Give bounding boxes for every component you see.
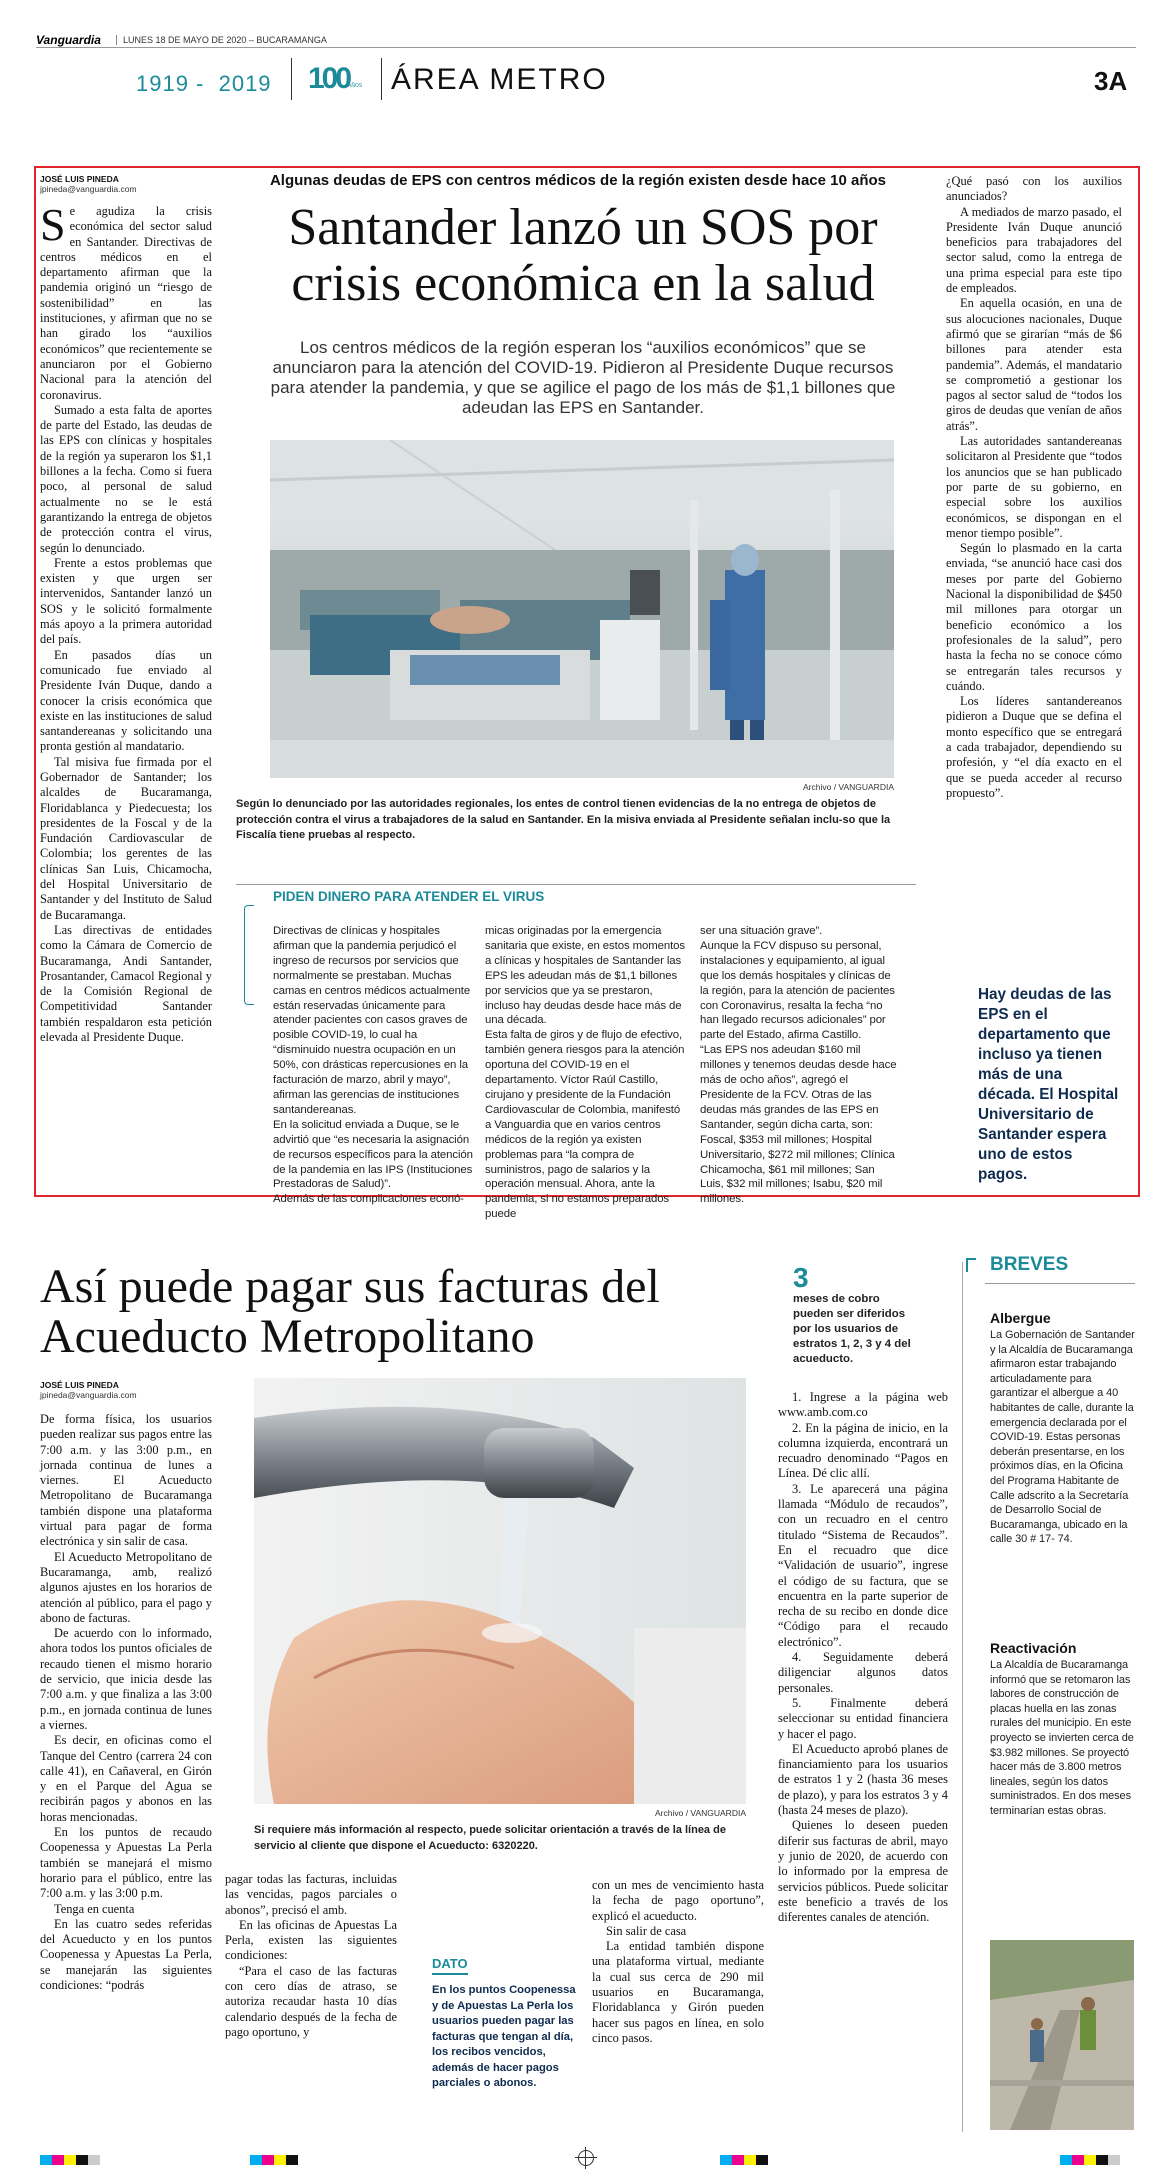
breves-title: BREVES xyxy=(990,1254,1069,1275)
sub-column-1: Directivas de clínicas y hospitales afirman que la pandemia perjudicó el ingreso de recursos por servicios que normalmente se prestaban. Muchas camas en centros médicos actualmente están reservadas únicamente para atender pacientes con casos graves de posible COVID-19, lo cual ha “disminuido nuestra ocupación en un 50%, con drásticas repercusiones en la facturación de marzo, abril y mayo”, afirman las gerencias de instituciones santandereanas. En la solicitud enviada a Duque, se le advirtió que “es necesaria la asignación de recursos específicos para la atención de la pandemia en las IPS (Instituciones Prestadoras de Salud)”. Además de las complicaciones econó- xyxy=(273,925,473,1206)
color-bar xyxy=(250,2155,298,2165)
step: 3. Le aparecerá una página llamada “Módulo de recaudos”, con un recuadro en el centro titulado “Sistema de Recaudos”. En el recuadro que dice “Validación de usuario”, ingrese el código de su factura, que se encuentra en la parte superior de recha de su recibo en donde dice “Código para el recaudo electrónico”. xyxy=(778,1481,948,1649)
paragraph: A mediados de marzo pasado, el Presidente Iván Duque anunció beneficios para trabajadores del sector salud, como la entrega de una prima especial para este tipo de empleados. xyxy=(946,204,1122,296)
breve-text: La Gobernación de Santander y la Alcaldía de Bucaramanga afirmaron estar trabajando articuladamente para garantizar el albergue a 40 habitantes de calle, durante la emergencia declarada por el COVID-19. Estas personas deberán presentarse, en los próximos días, en la Oficina del Programa Habitante de Calle adscrito a la Secretaría de Desarrollo Social de Bucaramanga, ubicado en la calle 30 # 17- 74. xyxy=(990,1329,1135,1546)
paragraph: Las autoridades santandereanas solicitaron al Presidente que “todos los anuncios que se han publicado por parte de su gobierno, en especial sobre los auxilios económicos, se dispongan en el menor tiempo posible”. xyxy=(946,434,1122,540)
paragraph: El Acueducto Metropolitano de Bucaramanga, amb, realizó algunos ajustes en los horarios de atención al público, para el pago y abono de facturas. xyxy=(40,1549,212,1625)
paragraph: El Acueducto aprobó planes de financiamiento para los usuarios de estratos 1 y 2 (hasta 36 meses de plazo), y para los estratos 3 y 4 (hasta 24 meses de plazo). xyxy=(778,1741,948,1818)
paragraph: De acuerdo con lo informado, ahora todos los puntos oficiales de recaudo tienen el mismo horario de servicio, que inicia desde las 7:00 a.m. y que finaliza a las 3:00 p.m., en jornada continua de lunes a viernes. xyxy=(40,1626,212,1732)
paragraph: Tal misiva fue firmada por el Gobernador de Santander; los alcaldes de Bucaramanga, Floridablanca y Piedecuesta; los presidentes de la Foscal y de la Fundación Cardiovascular de Colombia; los gerentes de las clínicas San Luis, Chicamocha, del Hospital Universitario de Santander y del Instituto de Salud de Bucaramanga. xyxy=(40,754,212,922)
pullquote: Hay deudas de las EPS en el departamento que incluso ya tienen más de una década. El Hospital Universitario de Santander espera uno de estos pagos. xyxy=(978,986,1119,1183)
paragraph: Es decir, en oficinas como el Tanque del Centro (carrera 24 con calle 41), en Cañaveral, en Girón y en el Parque del Agua se recibirán pagos y abonos en las horas mencionadas. xyxy=(40,1733,212,1824)
article2-mid2-column xyxy=(592,1878,764,2046)
breves-bracket-icon xyxy=(966,1258,976,1272)
masthead xyxy=(36,33,1136,106)
breve-title: Reactivación xyxy=(990,1640,1077,1656)
step: 2. En la página de inicio, en la columna izquierda, encontrará un recuadro denominado “Pagos en Línea. Dé clic allí. xyxy=(778,1420,948,1481)
sub-column-2: micas originadas por la emergencia sanitaria que existe, en estos momentos a clínicas y hospitales de Santander las EPS les adeudan más de $1,1 billones por servicios que ya se prestaron, incluso hay deudas desde hace más de una década. Esta falta de giros y de flujo de efectivo, también genera riesgos para la atención oportuna del COVID-19 en el departamento. Víctor Raúl Castillo, cirujano y presidente de la Fundación Cardiovascular de Colombia, manifestó a Vanguardia que en varios centros médicos de la región ya existen problemas para “la compra de suministros, pago de salarios y la operación mensual. Ahora, ante la pandemia, si no estamos preparados puede xyxy=(485,925,685,1221)
paragraph: De forma física, los usuarios pueden realizar sus pagos entre las 7:00 a.m. y las 3:00 p.m., en jornada continua de lunes a viernes. El Acueducto Metropolitano de Bucaramanga también dispone una plataforma virtual para pagar de forma electrónica y sin salir de casa. xyxy=(40,1412,212,1549)
anniversary-years: 1919 - 2019 xyxy=(136,71,272,96)
paragraph: En las cuatro sedes referidas del Acueducto y en los puntos Coopenessa y Apuestas La Perla, se manejarán las siguientes condiciones: “podrás xyxy=(40,1916,212,1992)
article2-mid-column xyxy=(225,1872,397,2040)
color-bar xyxy=(40,2155,100,2165)
paragraph: Sumado a esta falta de aportes de parte del Estado, las deudas de las EPS con clínicas y hospitales de la región ya superaron los $1,1 billones a la fecha. Como si fuera poco, al personal de salud actualmente no se le está garantizando la entrega de objetos de protección contra el virus, según lo denunciado. xyxy=(40,402,212,555)
paragraph: Según lo plasmado en la carta enviada, “se anunció hace casi dos meses por parte del Gobierno Nacional la disponibilidad de $450 mil millones para otorgar un beneficio económico a los profesionales de la salud”, pero hasta la fecha no se conoce cómo se entregarán tales recursos y cuándo. xyxy=(946,541,1122,693)
paragraph: Frente a estos problemas que existen y que urgen ser intervenidos, Santander lanzó un SOS y le solicitó formalmente más apoyo a la primera autoridad del país. xyxy=(40,555,212,647)
color-bar xyxy=(1060,2155,1120,2165)
section-title: ÁREA METRO xyxy=(391,63,608,96)
step: 1. Ingrese a la página web www.amb.com.co xyxy=(778,1390,948,1420)
lead-paragraph: Se agudiza la crisis económica del sector salud en Santander. Directivas de centros médicos en el departamento afirman que la pandemia originó un “riesgo de sostenibilidad” en las instituciones, y afirman que no se han girado los “auxilios económicos” que recientemente se anunciaron por el Gobierno Nacional para la atención del coronavirus. xyxy=(40,199,212,402)
deck: Los centros médicos de la región esperan los “auxilios económicos” que se anunciaron para la atención del COVID-19. Pidieron al Presidente Duque recursos para atender la pandemia, y que se agilice el pago de los más de $1,1 billones que adeudan las EPS en Santander. xyxy=(270,338,896,417)
color-bar xyxy=(720,2155,768,2165)
paragraph: En aquella ocasión, en una de sus alocuciones nacionales, Duque afirmó que se girarían “más de $6 billones para atender esta pandemia”. Además, el mandatario se comprometió a gestionar los pagos al sector salud de “todos los giros de deudas que venían de años atrás”. xyxy=(946,296,1122,433)
dato-text: En los puntos Coopenessa y de Apuestas La Perla los usuarios pueden pagar las facturas que tengan al día, los recibos vencidos, además de hacer pagos parciales o abonos. xyxy=(432,1984,576,2089)
paragraph: La entidad también dispone una plataforma virtual, mediante la cual sus cerca de 290 mil usuarios en Bucaramanga, Floridablanca y Girón pueden hacer sus pagos en línea, en solo cinco pasos. xyxy=(592,1939,764,2045)
paragraph: pagar todas las facturas, incluidas las vencidas, pagos parciales o abonos”, precisó el amb. xyxy=(225,1872,397,1917)
headline: Santander lanzó un SOS por crisis económica en la salud xyxy=(288,199,878,312)
brand-logo: Vanguardia xyxy=(36,33,101,47)
registration-mark-icon xyxy=(578,2150,594,2166)
paragraph: En los puntos de recaudo Coopenessa y Apuestas La Perla también se manejará el mismo horario para el público, entre las 7:00 a.m. y las 3:00 p.m. xyxy=(40,1825,212,1901)
kicker: Algunas deudas de EPS con centros médicos de la región existen desde hace 10 años xyxy=(269,172,887,189)
article2-right-column xyxy=(778,1390,948,1925)
faucet-photo xyxy=(254,1378,746,1804)
article2-left-column xyxy=(40,1412,212,1993)
article1-left-column xyxy=(40,199,212,1045)
subhead: Sin salir de casa xyxy=(606,1923,687,1938)
photo-credit: Archivo / VANGUARDIA xyxy=(802,782,894,792)
paragraph: “Para el caso de las facturas con cero días de atraso, se autoriza recaudar hasta 10 días calendario después de la fecha de pago oportuno, y xyxy=(225,1963,397,2039)
paragraph: Las directivas de entidades como la Cámara de Comercio de Bucaramanga, Andi Santander, Prosantander, Camacol Regional y de la Comisión Regional de Competitividad Santander también respaldaron esta petición elevada al Presidente Duque. xyxy=(40,922,212,1045)
anniversary-logo: 100 AÑOS xyxy=(308,62,363,95)
dateline: LUNES 18 DE MAYO DE 2020 – BUCARAMANGA xyxy=(116,35,327,45)
bracket-icon xyxy=(244,905,254,1005)
breve-item xyxy=(990,1310,1138,1547)
photo-caption-2: Si requiere más información al respecto, puede solicitar orientación a través de la línea de servicio al cliente que dispone el Acueducto: 6320220. xyxy=(254,1824,726,1852)
stat-text: meses de cobro pueden ser diferidos por los usuarios de estratos 1, 2, 3 y 4 del acueducto. xyxy=(793,1293,911,1365)
step: 5. Finalmente deberá seleccionar su entidad financiera y hacer el pago. xyxy=(778,1695,948,1741)
breve-text: La Alcaldía de Bucaramanga informó que se retomaron las labores de construcción de placas huella en las zonas rurales del municipio. En este proyecto se invierten cerca de $3.982 millones. Se proyectó hacer más de 3.800 metros lineales, según los datos suministrados. En dos meses terminarían estas obras. xyxy=(990,1659,1134,1817)
byline: JOSÉ LUIS PINEDA jpineda@vanguardia.com xyxy=(40,174,137,194)
stat-number: 3 xyxy=(793,1262,809,1293)
breve-item xyxy=(990,1640,1138,1819)
breve-title: Albergue xyxy=(990,1310,1051,1326)
hospital-photo xyxy=(270,440,894,778)
construction-photo xyxy=(990,1940,1134,2130)
headline-2: Así puede pagar sus facturas del Acueducto Metropolitano xyxy=(40,1260,660,1363)
photo-caption: Según lo denunciado por las autoridades regionales, los entes de control tienen evidencias de la no entrega de objetos de protección contra el virus a trabajadores de la salud en Santander. En la misiva enviada al Presidente señalan inclu-so que la Fiscalía tiene pruebas al respecto. xyxy=(236,798,891,841)
photo-credit-2: Archivo / VANGUARDIA xyxy=(654,1808,746,1818)
byline-2: JOSÉ LUIS PINEDA jpineda@vanguardia.com xyxy=(40,1380,137,1400)
dato-box xyxy=(432,1955,582,2092)
paragraph: con un mes de vencimiento hasta la fecha de pago oportuno”, explicó el acueducto. xyxy=(592,1878,764,1923)
subhead-rule xyxy=(236,884,916,885)
step: 4. Seguidamente deberá diligenciar algunos datos personales. xyxy=(778,1650,948,1695)
paragraph: En pasados días un comunicado fue enviado al Presidente Iván Duque, dando a conocer la crisis económica que existe en las instituciones de salud santandereanas y solicitando una pronta gestión al mandatario. xyxy=(40,647,212,754)
dato-label: DATO xyxy=(432,1956,468,1975)
page-number: 3A xyxy=(1094,66,1128,96)
paragraph: En las oficinas de Apuestas La Perla, existen las siguientes condiciones: xyxy=(225,1917,397,1963)
article1-right-column xyxy=(946,174,1122,801)
paragraph: Quienes lo deseen pueden diferir sus facturas de abril, mayo y junio de 2020, de acuerdo con lo informado por la empresa de servicios públicos. Puede solicitar este beneficio a través de los diferentes canales de atención. xyxy=(778,1818,948,1925)
sub-column-3: ser una situación grave”. Aunque la FCV dispuso su personal, instalaciones y equipamiento, al igual que los demás hospitales y clínicas de la región, para la atención de pacientes con Coronavirus, resalta la fecha “no han llegado recursos adicionales” por parte del Estado, afirma Castillo. “Las EPS nos adeudan $160 mil millones y tenemos deudas desde hace más de ocho años”, agregó el Presidente de la FCV. Otras de las deudas más grandes de las EPS en Santander, según dicha carta, son: Foscal, $353 mil millones; Hospital Universitario, $272 mil millones; Clínica Chicamocha, $61 mil millones; San Luis, $32 mil millones; Isabu, $20 mil millones. xyxy=(700,925,897,1206)
paragraph: Los líderes santandereanos pidieron a Duque que se defina el monto específico que se entregará a cada trabajador, dependiendo su profesión, y “el día exacto en el que se pueda acceder al recurso propuesto”. xyxy=(946,694,1122,800)
subhead: PIDEN DINERO PARA ATENDER EL VIRUS xyxy=(273,889,545,904)
subhead: Tenga en cuenta xyxy=(54,1901,135,1916)
breves-rule xyxy=(962,1262,963,2132)
paragraph: ¿Qué pasó con los auxilios anunciados? xyxy=(946,174,1122,204)
